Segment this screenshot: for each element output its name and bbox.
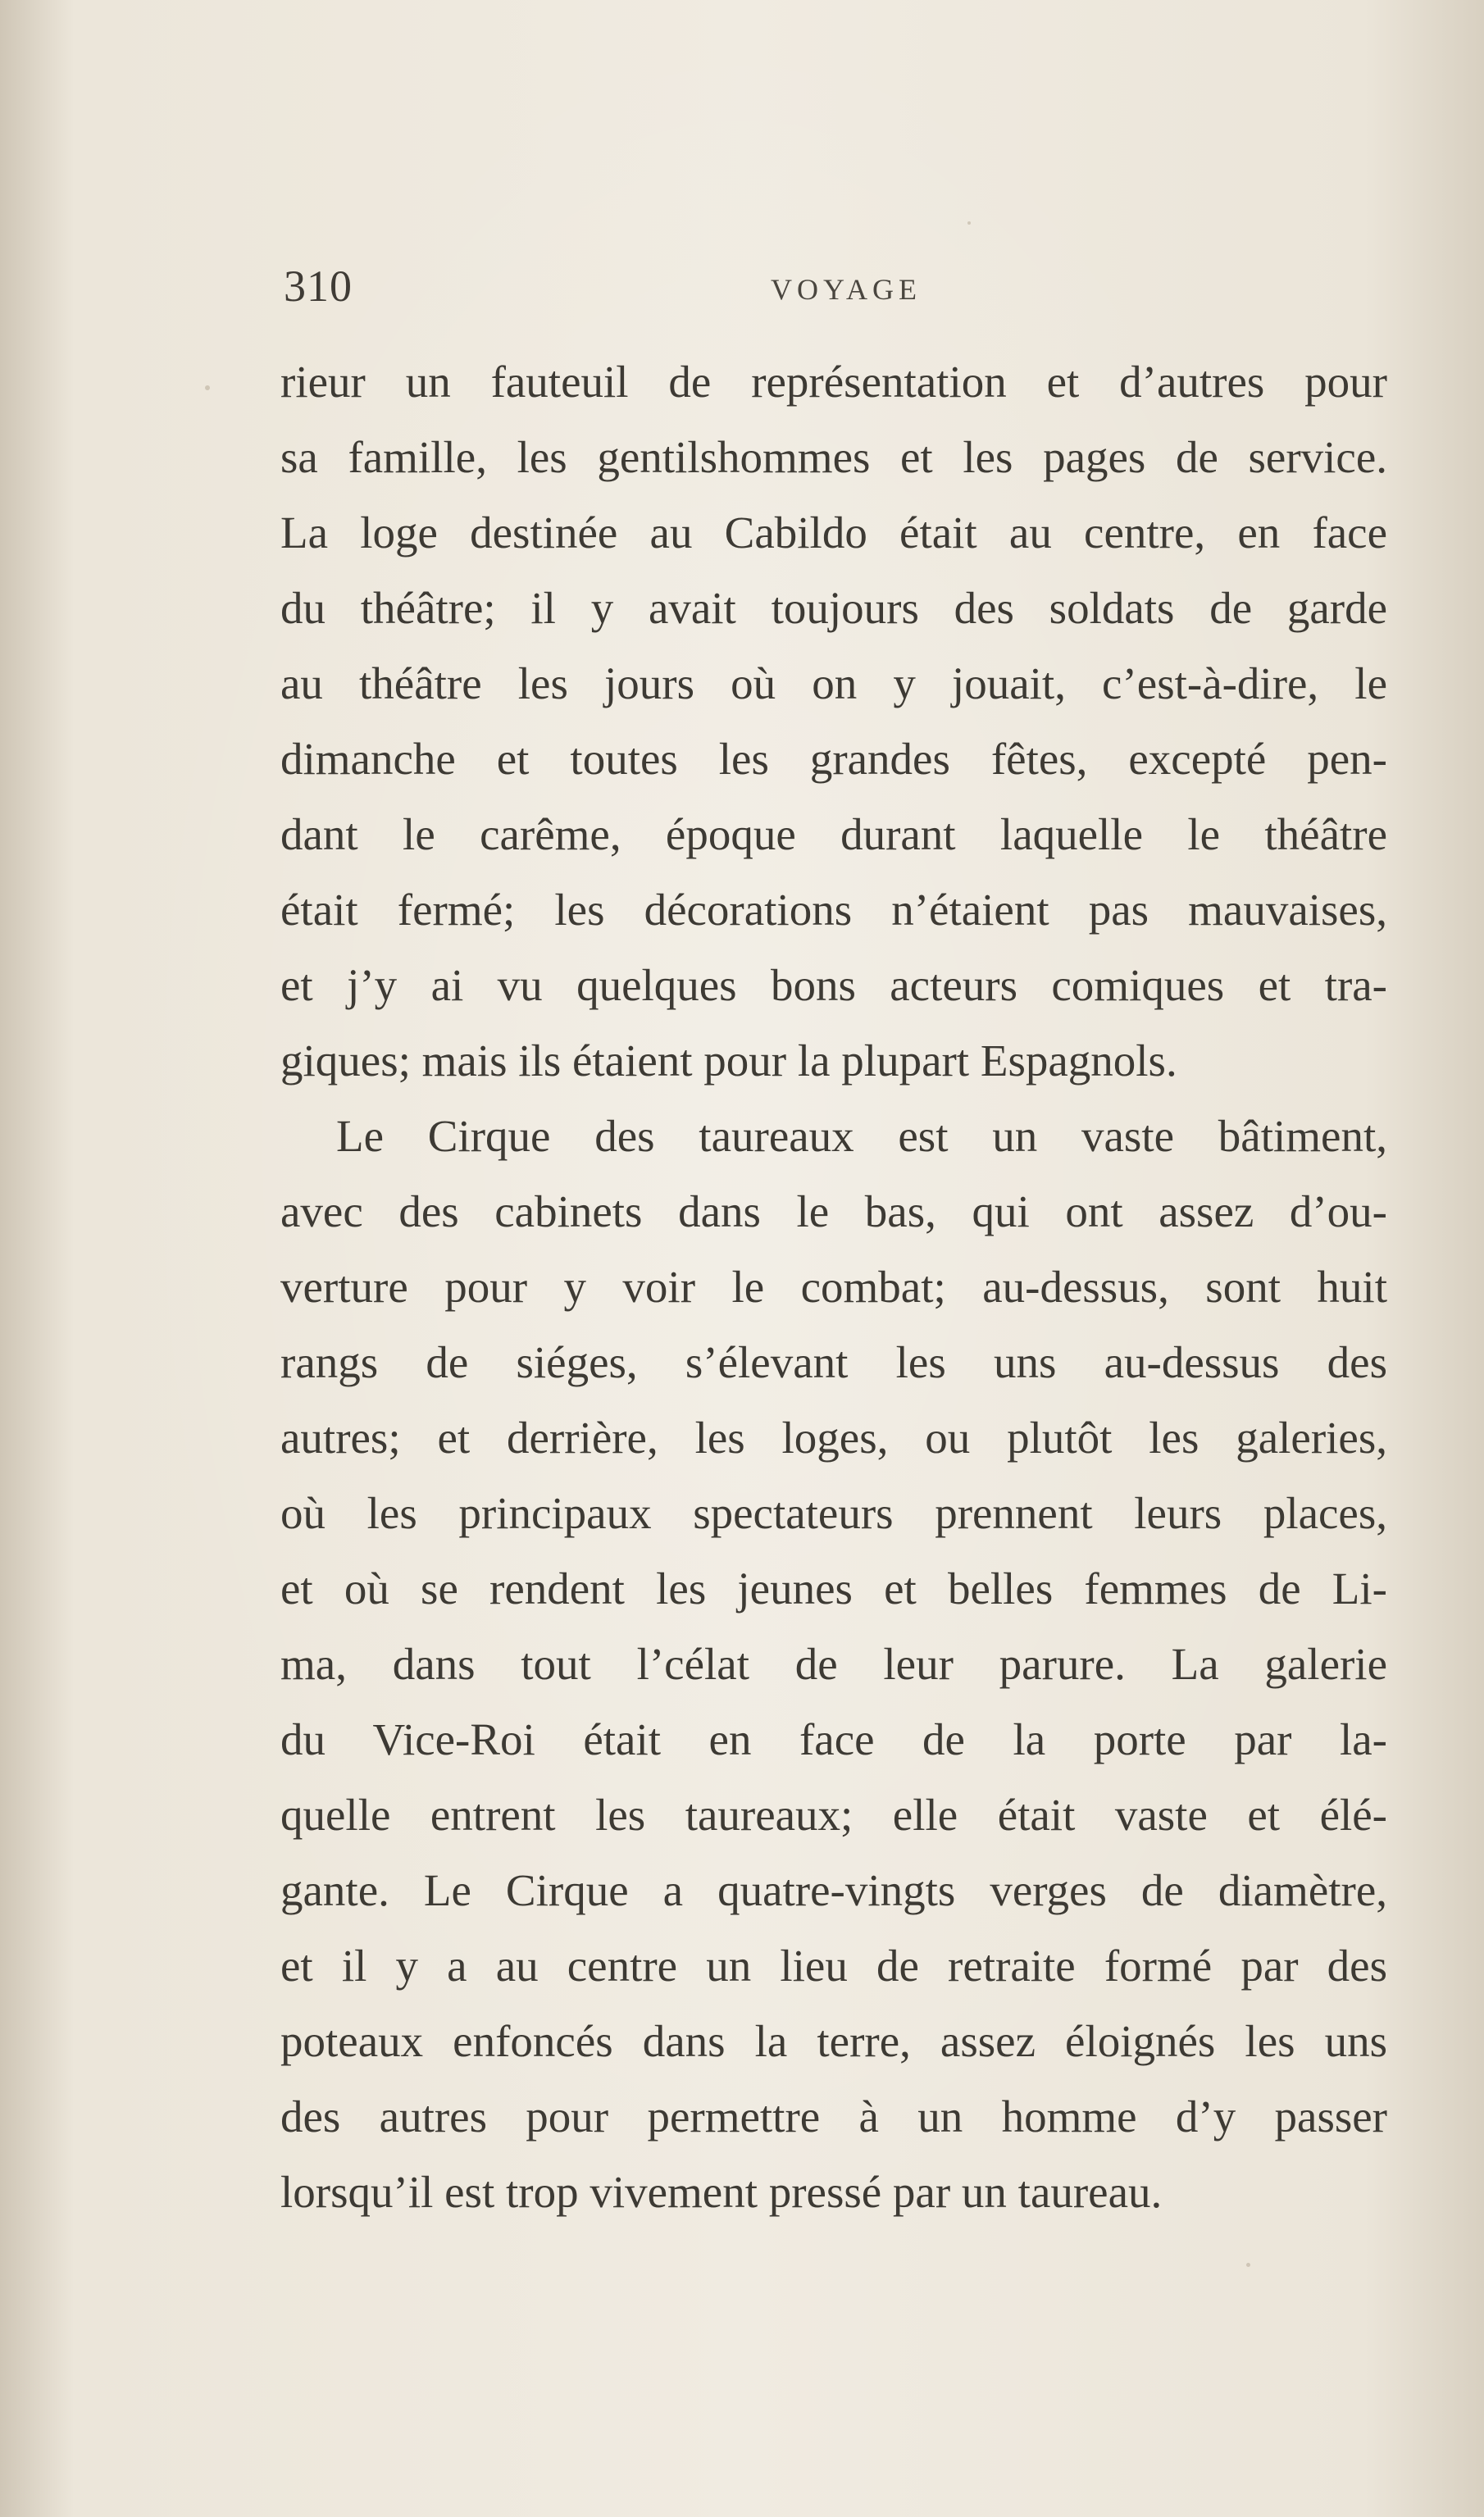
paragraph-first-line: Le Cirque des taureaux est un vaste bâtiment, xyxy=(336,1111,1387,1161)
text-line: verture pour y voir le combat; au-dessus, sont huit xyxy=(280,1262,1387,1312)
text-line: autres; et derrière, les loges, ou plutôt les galeries, xyxy=(280,1413,1387,1463)
text-line: et j’y ai vu quelques bons acteurs comiques et tra- xyxy=(280,960,1387,1010)
text-line: ma, dans tout l’célat de leur parure. La galerie xyxy=(280,1639,1387,1689)
text-line: au théâtre les jours où on y jouait, c’est-à-dire, le xyxy=(280,658,1387,708)
text-line: lorsqu’il est trop vivement pressé par un taureau. xyxy=(280,2167,1163,2217)
paper-speck xyxy=(967,221,971,225)
text-line: dimanche et toutes les grandes fêtes, excepté pen- xyxy=(280,734,1387,784)
text-line: avec des cabinets dans le bas, qui ont assez d’ou- xyxy=(280,1186,1387,1236)
body-text xyxy=(280,344,1387,2230)
text-line: du Vice-Roi était en face de la porte par la- xyxy=(280,1714,1387,1764)
text-line: La loge destinée au Cabildo était au centre, en face xyxy=(280,507,1387,558)
paper-speck xyxy=(1246,2263,1250,2267)
text-line: rangs de siéges, s’élevant les uns au-dessus des xyxy=(280,1337,1387,1387)
text-line: gante. Le Cirque a quatre-vingts verges de diamètre, xyxy=(280,1865,1387,1915)
text-line: sa famille, les gentilshommes et les pages de service. xyxy=(280,432,1387,482)
text-line: des autres pour permettre à un homme d’y passer xyxy=(280,2091,1387,2141)
page-header xyxy=(279,261,1394,318)
text-line: du théâtre; il y avait toujours des soldats de garde xyxy=(280,583,1387,633)
text-line: était fermé; les décorations n’étaient pas mauvaises, xyxy=(280,885,1387,935)
running-head: VOYAGE xyxy=(771,273,922,306)
text-line: giques; mais ils étaient pour la plupart Espagnols. xyxy=(280,1035,1177,1086)
text-line: rieur un fauteuil de représentation et d’autres pour xyxy=(280,357,1387,407)
text-line: où les principaux spectateurs prennent leurs places, xyxy=(280,1488,1387,1538)
text-line: dant le carême, époque durant laquelle le théâtre xyxy=(280,809,1387,859)
text-line: et il y a au centre un lieu de retraite formé par des xyxy=(280,1941,1387,1991)
paper-speck xyxy=(205,385,210,390)
text-line: poteaux enfoncés dans la terre, assez éloignés les uns xyxy=(280,2016,1387,2066)
text-line: et où se rendent les jeunes et belles femmes de Li- xyxy=(280,1563,1387,1614)
text-line: quelle entrent les taureaux; elle était vaste et élé- xyxy=(280,1790,1387,1840)
page-number: 310 xyxy=(284,262,353,311)
